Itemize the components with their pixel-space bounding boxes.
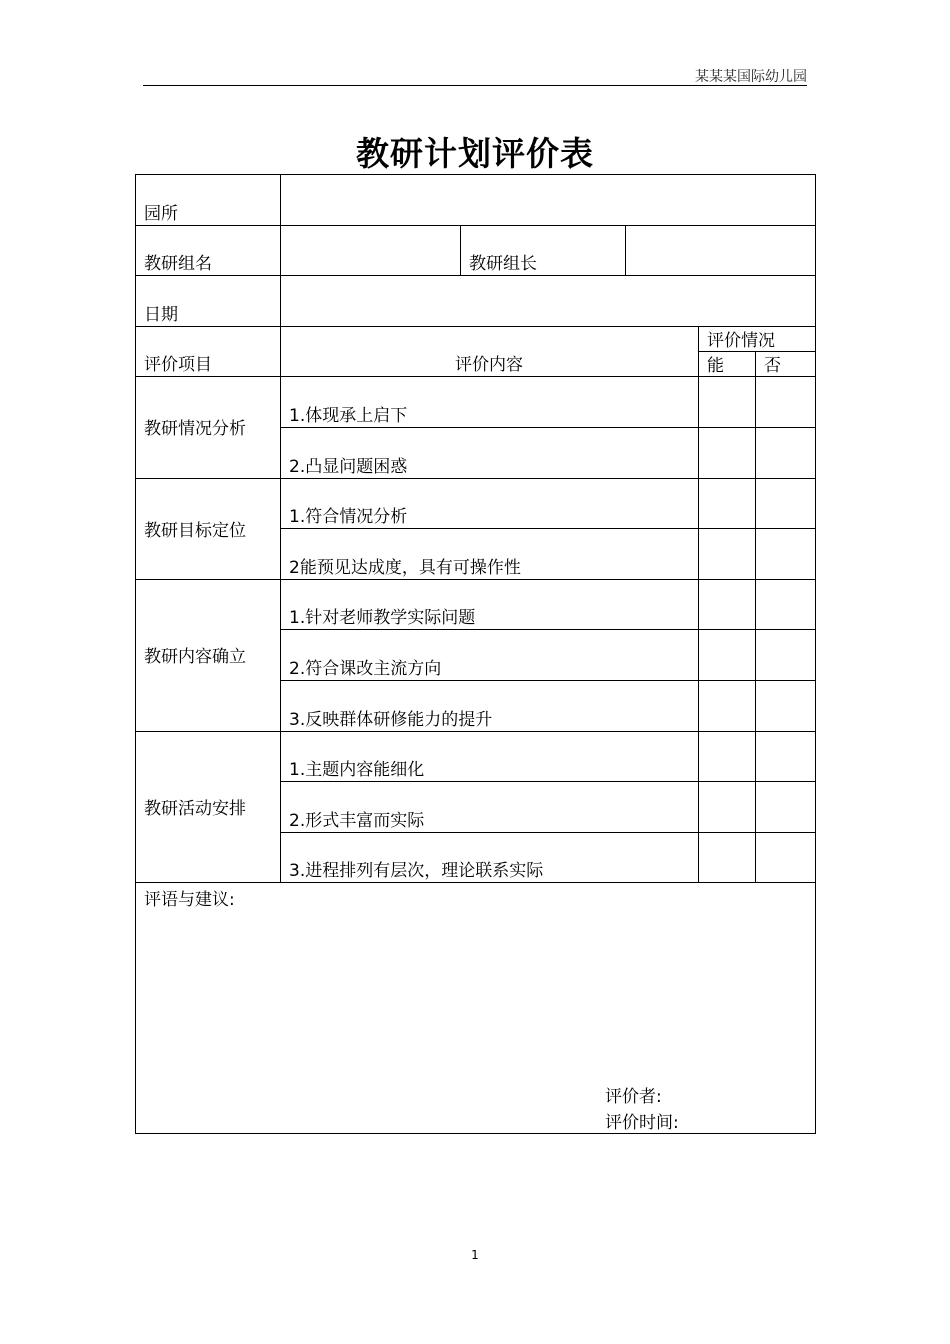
page-number: 1	[471, 1248, 479, 1262]
table-border-bottom	[135, 1133, 816, 1134]
h-rule	[280, 832, 815, 833]
yes-checkbox[interactable]	[698, 528, 755, 579]
no-checkbox[interactable]	[755, 629, 815, 680]
no-checkbox[interactable]	[755, 376, 815, 427]
yes-checkbox[interactable]	[698, 478, 755, 529]
kindergarten-field[interactable]	[280, 174, 815, 225]
h-rule	[280, 781, 815, 782]
no-checkbox[interactable]	[755, 528, 815, 579]
header-content: 评价内容	[455, 355, 523, 376]
v-rule	[280, 174, 281, 225]
yes-checkbox[interactable]	[698, 376, 755, 427]
yes-checkbox[interactable]	[698, 579, 755, 630]
header-divider	[143, 85, 807, 86]
section-name: 教研活动安排	[144, 798, 246, 819]
page-title: 教研计划评价表	[356, 134, 594, 173]
evaluation-time-label: 评价时间:	[605, 1113, 679, 1133]
no-checkbox[interactable]	[755, 427, 815, 478]
criterion-item: 1.体现承上启下	[289, 405, 408, 426]
v-rule	[755, 351, 756, 376]
kindergarten-label: 园所	[144, 203, 178, 224]
h-rule	[280, 680, 815, 681]
header-yes: 能	[707, 356, 724, 377]
header-status: 评价情况	[707, 331, 775, 352]
no-checkbox[interactable]	[755, 680, 815, 731]
v-rule	[280, 225, 281, 276]
header-org-name: 某某某国际幼儿园	[695, 69, 807, 85]
section-name: 教研内容确立	[144, 647, 246, 668]
criterion-item: 2.符合课改主流方向	[289, 658, 442, 679]
no-checkbox[interactable]	[755, 731, 815, 782]
criterion-item: 1.符合情况分析	[289, 507, 408, 528]
h-rule	[698, 351, 815, 352]
table-border-right	[815, 174, 816, 1133]
comments-textarea[interactable]	[135, 910, 815, 1081]
criterion-item: 2.形式丰富而实际	[289, 810, 425, 831]
table-border-top	[135, 174, 815, 175]
section-name: 教研情况分析	[144, 419, 246, 440]
yes-checkbox[interactable]	[698, 629, 755, 680]
criterion-item: 1.主题内容能细化	[289, 760, 425, 781]
table-border-left	[135, 174, 136, 1133]
group-name-label: 教研组名	[144, 254, 212, 275]
yes-checkbox[interactable]	[698, 832, 755, 883]
criterion-item: 3.反映群体研修能力的提升	[289, 709, 493, 730]
evaluator-label: 评价者:	[605, 1087, 662, 1107]
header-no: 否	[764, 356, 781, 377]
yes-checkbox[interactable]	[698, 427, 755, 478]
h-rule	[280, 427, 815, 428]
criterion-item: 3.进程排列有层次，理论联系实际	[289, 861, 544, 882]
h-rule	[280, 629, 815, 630]
section-name: 教研目标定位	[144, 520, 246, 541]
group-leader-label: 教研组长	[469, 254, 537, 275]
yes-checkbox[interactable]	[698, 731, 755, 782]
v-rule	[280, 326, 281, 377]
no-checkbox[interactable]	[755, 478, 815, 529]
group-leader-field[interactable]	[625, 225, 815, 276]
v-rule	[280, 275, 281, 326]
criterion-item: 1.针对老师教学实际问题	[289, 608, 476, 629]
date-label: 日期	[144, 304, 178, 325]
h-rule	[280, 528, 815, 529]
group-name-field[interactable]	[280, 225, 460, 276]
date-field[interactable]	[280, 275, 815, 326]
comments-label: 评语与建议:	[144, 890, 235, 911]
yes-checkbox[interactable]	[698, 680, 755, 731]
criterion-item: 2.凸显问题困惑	[289, 456, 408, 477]
criterion-item: 2能预见达成度，具有可操作性	[289, 557, 521, 578]
v-rule	[460, 225, 461, 276]
yes-checkbox[interactable]	[698, 781, 755, 832]
v-rule	[625, 225, 626, 276]
no-checkbox[interactable]	[755, 579, 815, 630]
no-checkbox[interactable]	[755, 832, 815, 883]
no-checkbox[interactable]	[755, 781, 815, 832]
header-item: 评价项目	[144, 355, 212, 376]
